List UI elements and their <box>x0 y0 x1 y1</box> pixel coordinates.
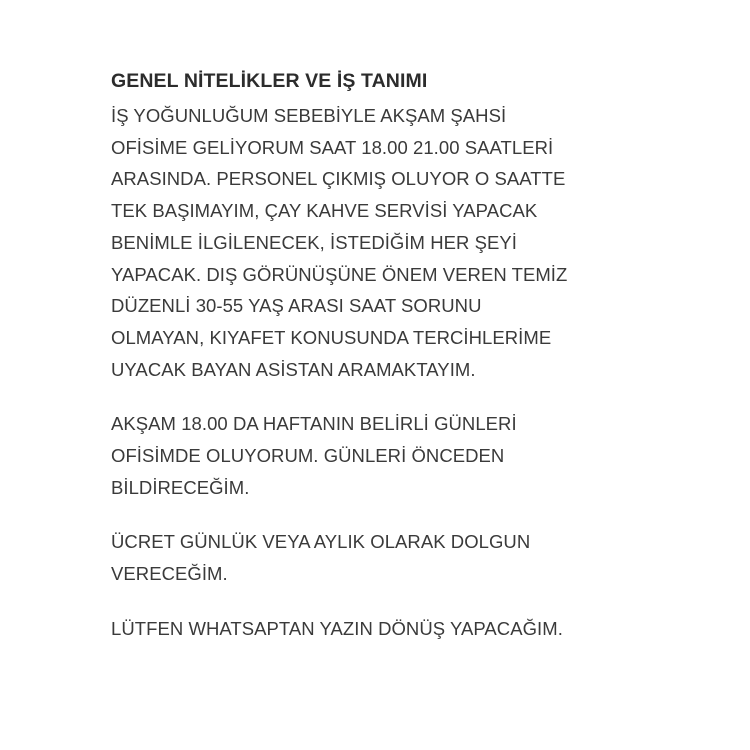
document-heading: GENEL NİTELİKLER VE İŞ TANIMI <box>111 70 428 92</box>
paragraph-line: VERECEĞİM. <box>111 563 228 585</box>
paragraph-line: İŞ YOĞUNLUĞUM SEBEBİYLE AKŞAM ŞAHSİ <box>111 105 507 126</box>
paragraph-line: OLMAYAN, KIYAFET KONUSUNDA TERCİHLERİME <box>111 326 552 348</box>
paragraph-line: TEK BAŞIMAYIM, ÇAY KAHVE SERVİSİ YAPACAK <box>111 200 538 222</box>
paragraph-job-description <box>111 100 711 385</box>
paragraph-line: YAPACAK. DIŞ GÖRÜNÜŞÜNE ÖNEM VEREN TEMİZ <box>111 263 568 285</box>
paragraph-line: UYACAK BAYAN ASİSTAN ARAMAKTAYIM. <box>111 358 476 380</box>
paragraph-line: BENİMLE İLGİLENECEK, İSTEDİĞİM HER ŞEYİ <box>111 231 517 253</box>
paragraph-line: LÜTFEN WHATSAPTAN YAZIN DÖNÜŞ YAPACAĞIM. <box>111 617 563 639</box>
paragraph-line: OFİSİMDE OLUYORUM. GÜNLERİ ÖNCEDEN <box>111 445 505 467</box>
paragraph-contact <box>111 613 711 645</box>
paragraph-schedule <box>111 408 711 503</box>
paragraph-line: OFİSİME GELİYORUM SAAT 18.00 21.00 SAATLERİ <box>111 136 554 158</box>
paragraph-line: AKŞAM 18.00 DA HAFTANIN BELİRLİ GÜNLERİ <box>111 413 517 435</box>
paragraph-salary <box>111 526 711 589</box>
paragraph-line: ÜCRET GÜNLÜK VEYA AYLIK OLARAK DOLGUN <box>111 531 531 553</box>
paragraph-line: ARASINDA. PERSONEL ÇIKMIŞ OLUYOR O SAATTE <box>111 168 566 190</box>
job-posting-document <box>111 66 711 645</box>
paragraph-line: BİLDİRECEĞİM. <box>111 476 250 498</box>
paragraph-line: DÜZENLİ 30-55 YAŞ ARASI SAAT SORUNU <box>111 295 482 317</box>
